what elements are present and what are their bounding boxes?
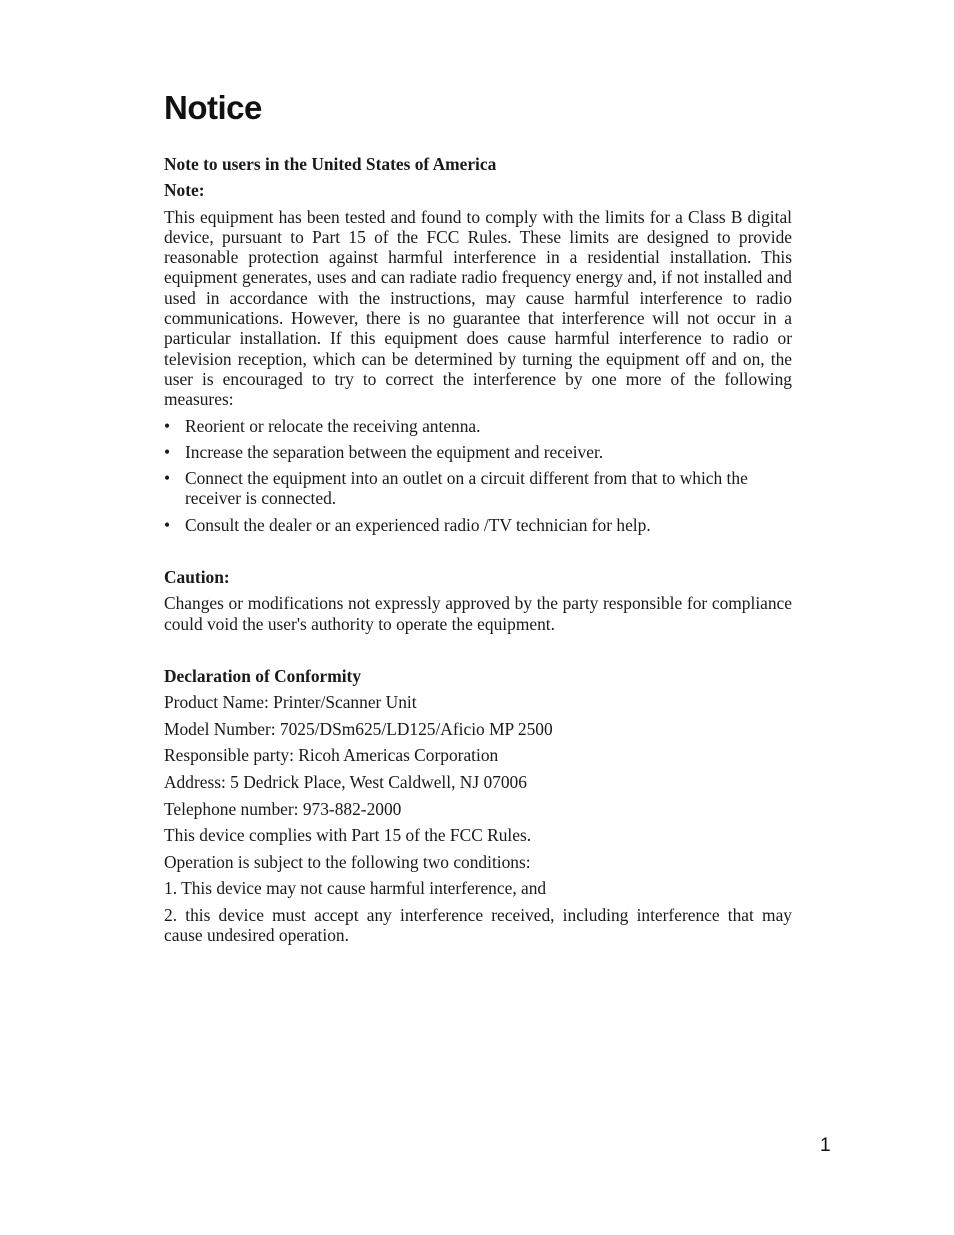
caution-text: Changes or modifications not expressly approved by the party responsible for compliance could void the user's authority to operate the equipment. <box>164 593 792 634</box>
section-spacer <box>164 640 792 666</box>
bullet-icon: • <box>164 441 171 462</box>
interference-measures-list <box>164 416 792 535</box>
bullet-icon: • <box>164 415 171 436</box>
list-item: • Consult the dealer or an experienced radio /TV technician for help. <box>164 514 651 535</box>
bullet-icon: • <box>164 514 171 535</box>
declaration-heading: Declaration of Conformity <box>164 665 362 686</box>
address: Address: 5 Dedrick Place, West Caldwell, NJ 07006 <box>164 772 527 793</box>
caution-label: Caution: <box>164 567 230 588</box>
section-spacer <box>164 541 792 567</box>
page-title: Notice <box>164 89 262 126</box>
telephone-number: Telephone number: 973-882-2000 <box>164 798 402 819</box>
model-number: Model Number: 7025/DSm625/LD125/Aficio MP 2500 <box>164 718 553 739</box>
fcc-compliance-paragraph: This equipment has been tested and found to comply with the limits for a Class B digital device, pursuant to Part 15 of the FCC Rules. These limits are designed to provide reasonable protection against harmful interference in a residential installation. This equipment generates, uses and can radiate radio frequency energy and, if not installed and used in accordance with the instructions, may cause harmful interference to radio communications. However, there is no guarantee that interference will not occur in a particular installation. If this equipment does cause harmful interference to radio or television reception, which can be determined by turning the equipment off and on, the user is encouraged to try to correct the interference by one more of the following measures: <box>164 206 792 410</box>
product-name: Product Name: Printer/Scanner Unit <box>164 692 417 713</box>
bullet-icon: • <box>164 468 171 489</box>
condition-1: 1. This device may not cause harmful interference, and <box>164 878 547 899</box>
condition-2: 2. this device must accept any interference received, including interference that may cause undesired operation. <box>164 904 792 946</box>
complies-statement: This device complies with Part 15 of the FCC Rules. <box>164 825 532 846</box>
note-label: Note: <box>164 180 205 201</box>
list-item: • Reorient or relocate the receiving antenna. <box>164 415 481 436</box>
responsible-party: Responsible party: Ricoh Americas Corporation <box>164 745 499 766</box>
list-item: • Increase the separation between the equipment and receiver. <box>164 441 604 462</box>
document-page <box>164 88 792 952</box>
conditions-intro: Operation is subject to the following two conditions: <box>164 851 531 872</box>
page-number: 1 <box>820 1135 831 1156</box>
us-users-heading: Note to users in the United States of America <box>164 154 497 174</box>
list-item: • Connect the equipment into an outlet on a circuit different from that to which the receiver is connected. <box>164 468 748 509</box>
